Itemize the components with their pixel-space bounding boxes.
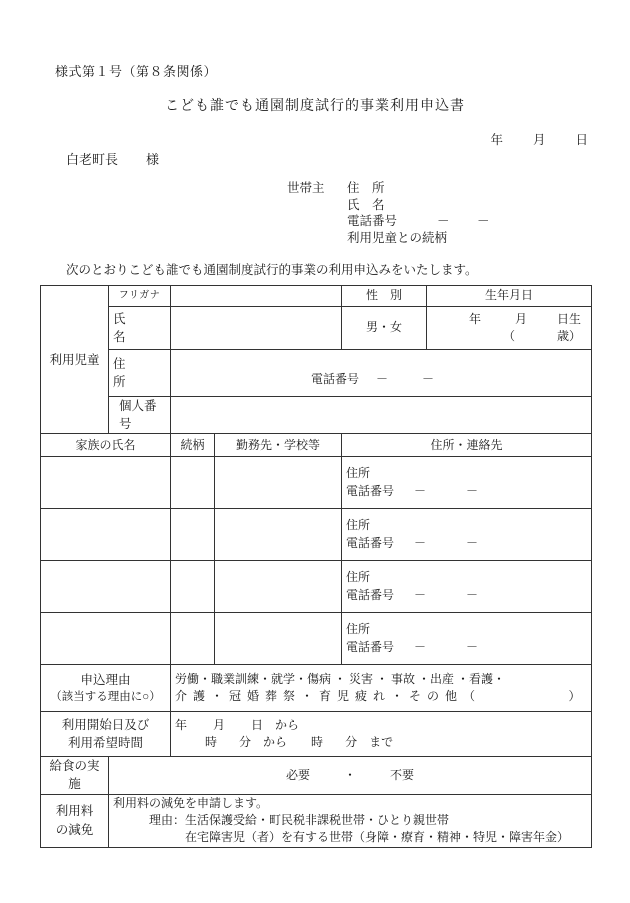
family-contact-input[interactable]: [342, 457, 592, 509]
form-number: 様式第１号（第８条関係）: [55, 64, 218, 79]
child-name-label: 氏 名: [109, 307, 171, 350]
family-workplace-input[interactable]: [215, 561, 342, 613]
reason-options-line2-close: ）: [568, 689, 583, 704]
family-address-label: 住所: [346, 466, 371, 481]
child-phone-label: 電話番号: [310, 372, 359, 387]
period-time-to-label: まで: [369, 735, 394, 750]
family-phone-dash-1: －: [414, 483, 427, 498]
householder-block: [287, 180, 517, 246]
family-relation-input[interactable]: [171, 613, 215, 665]
document-title: こども誰でも通園制度試行的事業利用申込書: [165, 99, 465, 114]
child-furigana-row: [41, 286, 592, 307]
family-contact-header: 住所・連絡先: [342, 434, 592, 457]
child-birth-month-label: 月: [514, 311, 527, 326]
family-phone-label: 電話番号: [346, 639, 395, 654]
family-row: [41, 561, 592, 613]
period-minute-start-label: 分: [239, 735, 252, 750]
family-phone-label: 電話番号: [346, 535, 395, 550]
child-phone-dash-1: －: [375, 372, 388, 387]
period-row: [41, 712, 592, 757]
child-mynumber-label: 個人番号: [109, 397, 171, 434]
family-phone-dash-1: －: [414, 639, 427, 654]
family-relation-input[interactable]: [171, 561, 215, 613]
householder-name-label: 氏 名: [347, 197, 385, 212]
family-name-input[interactable]: [41, 509, 171, 561]
child-mynumber-row: [41, 397, 592, 434]
intro-sentence: 次のとおりこども誰でも通園制度試行的事業の利用申込みをいたします。: [66, 263, 478, 277]
reduction-label-line1: 利用料: [55, 804, 94, 819]
reduction-line-1: 利用料の減免を申請します。: [113, 795, 269, 810]
family-address-label: 住所: [346, 518, 371, 533]
reduction-label: [41, 794, 109, 847]
child-birth-input[interactable]: [427, 307, 592, 350]
date-line: [490, 130, 588, 148]
child-name-row: [41, 307, 592, 350]
family-address-label: 住所: [346, 622, 371, 637]
reason-options-line2: 介 護 ・ 冠 婚 葬 祭 ・ 育 児 疲 れ ・ そ の 他 （ ）: [175, 689, 583, 704]
meal-option-not-required[interactable]: 不要: [390, 767, 415, 782]
child-birth-header: 生年月日: [427, 286, 592, 307]
family-row: [41, 457, 592, 509]
period-month-label: 月: [213, 717, 226, 732]
family-phone-label: 電話番号: [346, 483, 395, 498]
family-phone-dash-1: －: [414, 535, 427, 550]
period-day-label: 日: [251, 717, 264, 732]
reason-options[interactable]: [171, 665, 592, 712]
period-minute-end-label: 分: [345, 735, 358, 750]
family-phone-label: 電話番号: [346, 587, 395, 602]
child-address-label: 住 所: [109, 350, 171, 397]
period-date-from-label: から: [275, 717, 300, 732]
family-phone-dash-2: －: [466, 639, 479, 654]
family-relation-input[interactable]: [171, 457, 215, 509]
meal-label: 給食の実施: [41, 757, 109, 794]
period-input[interactable]: [171, 712, 592, 757]
reduction-line-2: 理由：生活保護受給・町民税非課税世帯・ひとり親世帯: [149, 812, 450, 827]
family-relation-input[interactable]: [171, 509, 215, 561]
family-row: [41, 509, 592, 561]
reason-label-line2: （該当する理由に○）: [50, 690, 161, 703]
child-name-input[interactable]: [171, 307, 342, 350]
reduction-line-3: 在宅障害児（者）を有する世帯（身障・療育・精神・特児・障害年金）: [185, 830, 570, 845]
period-year-label: 年: [175, 717, 188, 732]
family-row: [41, 613, 592, 665]
child-gender-header: 性 別: [342, 286, 427, 307]
family-name-header: 家族の氏名: [41, 434, 171, 457]
child-phone-dash-2: －: [421, 372, 434, 387]
householder-relation-row: [347, 230, 517, 247]
family-workplace-header: 勤務先・学校等: [215, 434, 342, 457]
householder-address-row: [347, 180, 517, 197]
reason-row: [41, 665, 592, 712]
householder-name-row: [347, 197, 517, 214]
householder-label: 世帯主: [287, 181, 325, 195]
family-address-label: 住所: [346, 570, 371, 585]
child-birth-year-label: 年: [468, 311, 481, 326]
householder-phone-label: 電話番号: [347, 214, 398, 228]
family-phone-dash-2: －: [466, 587, 479, 602]
addressee-line: [66, 149, 159, 168]
period-label-line2: 利用希望時間: [67, 736, 143, 751]
family-contact-input[interactable]: [342, 509, 592, 561]
family-workplace-input[interactable]: [215, 613, 342, 665]
child-mynumber-input[interactable]: [171, 397, 592, 434]
householder-phone-dash-2: －: [477, 214, 490, 228]
period-label: [41, 712, 171, 757]
householder-relation-label: 利用児童との続柄: [347, 230, 448, 245]
family-workplace-input[interactable]: [215, 457, 342, 509]
reduction-label-line2: の減免: [55, 822, 94, 837]
meal-option-required[interactable]: 必要: [285, 767, 310, 782]
householder-phone-row: [347, 213, 517, 230]
family-name-input[interactable]: [41, 613, 171, 665]
meal-row: [41, 757, 592, 794]
application-form-table: [40, 285, 592, 848]
child-address-input[interactable]: [171, 350, 592, 397]
meal-option-separator: ・: [343, 767, 356, 782]
family-workplace-input[interactable]: [215, 509, 342, 561]
period-hour-start-label: 時: [205, 735, 218, 750]
family-contact-input[interactable]: [342, 561, 592, 613]
reduction-row: [41, 794, 592, 847]
meal-options[interactable]: [109, 757, 592, 794]
child-age-paren-open: （: [502, 329, 515, 343]
reduction-content[interactable]: [109, 794, 592, 847]
reason-options-line1: 労働・職業訓練・就学・傷病 ・ 災害 ・ 事故 ・出産 ・看護・: [175, 671, 506, 686]
period-time-from-label: から: [263, 735, 288, 750]
child-address-row: [41, 350, 592, 397]
family-name-input[interactable]: [41, 561, 171, 613]
period-label-line1: 利用開始日及び: [61, 718, 150, 733]
family-header-row: [41, 434, 592, 457]
family-phone-dash-1: －: [414, 587, 427, 602]
reason-label-line1: 申込理由: [80, 672, 131, 687]
family-name-input[interactable]: [41, 457, 171, 509]
addressee-honorific: 様: [146, 152, 160, 167]
addressee-name: 白老町長: [66, 152, 119, 167]
child-age-label: 歳）: [556, 329, 581, 343]
reason-label: [41, 665, 171, 712]
family-relation-header: 続柄: [171, 434, 215, 457]
child-section-label: 利用児童: [41, 286, 109, 434]
child-furigana-input[interactable]: [171, 286, 342, 307]
period-hour-end-label: 時: [311, 735, 324, 750]
family-phone-dash-2: －: [466, 535, 479, 550]
child-gender-options[interactable]: 男・女: [342, 307, 427, 350]
child-birth-day-label: 日生: [556, 311, 581, 326]
date-year-label: 年: [490, 133, 503, 147]
date-month-label: 月: [532, 133, 546, 147]
family-phone-dash-2: －: [466, 483, 479, 498]
child-furigana-label: フリガナ: [109, 286, 171, 307]
family-contact-input[interactable]: [342, 613, 592, 665]
householder-phone-dash-1: －: [437, 214, 450, 228]
date-day-label: 日: [575, 133, 588, 147]
householder-address-label: 住 所: [347, 181, 385, 195]
